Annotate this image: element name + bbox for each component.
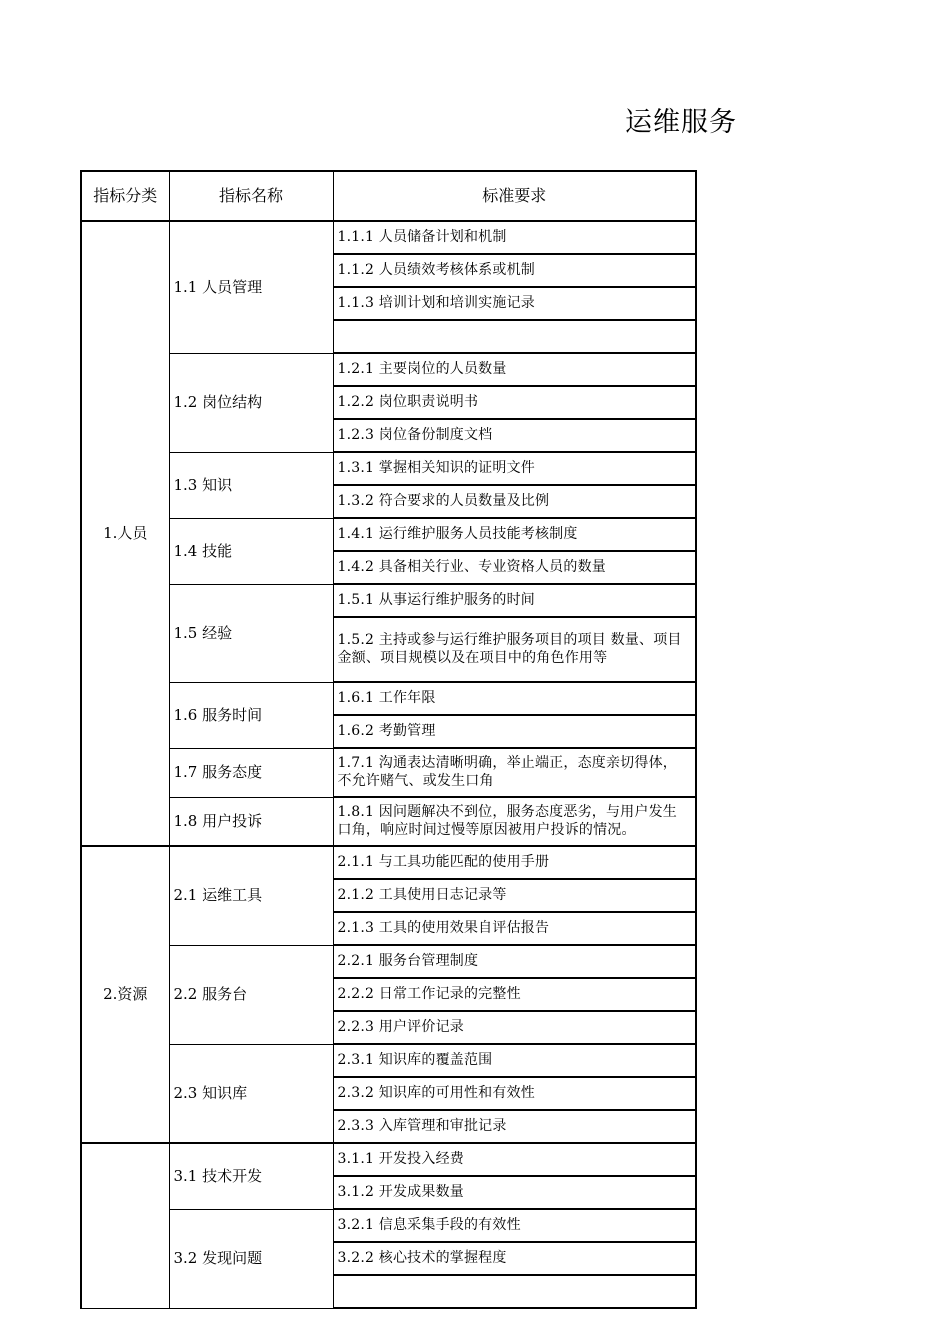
requirement-text: 2.2.3 用户评价记录 <box>337 1018 464 1035</box>
requirement-text: 3.1.1 开发投入经费 <box>337 1150 464 1167</box>
requirement-cell <box>333 617 696 682</box>
requirement-cell <box>333 551 696 584</box>
requirement-cell <box>333 978 696 1011</box>
header-standard-requirement: 标准要求 <box>333 171 696 221</box>
indicator-name-cell: 3.2 发现问题 <box>169 1209 333 1308</box>
indicator-name-cell: 1.5 经验 <box>169 584 333 682</box>
requirement-text: 1.1.1 人员储备计划和机制 <box>337 228 507 245</box>
requirement-text: 3.2.2 核心技术的掌握程度 <box>337 1249 507 1266</box>
table-row <box>81 584 696 617</box>
requirement-text: 1.8.1 因问题解决不到位，服务态度恶劣，与用户发生口角，响应时间过慢等原因被用户投诉的情况。 <box>337 804 677 838</box>
requirement-cell <box>333 1143 696 1176</box>
requirement-cell <box>333 353 696 386</box>
requirement-text: 1.5.2 主持或参与运行维护服务项目的项目 数量、项目金额、项目规模以及在项目中的角色作用等 <box>337 632 682 666</box>
category-cell: 2.资源 <box>81 846 169 1143</box>
table-row <box>81 1209 696 1242</box>
requirement-text: 2.3.3 入库管理和审批记录 <box>337 1117 507 1134</box>
requirement-text: 3.2.1 信息采集手段的有效性 <box>337 1216 521 1233</box>
header-category: 指标分类 <box>81 171 169 221</box>
requirement-text: 2.1.1 与工具功能匹配的使用手册 <box>337 853 550 870</box>
requirement-text: 1.1.3 培训计划和培训实施记录 <box>337 294 535 311</box>
requirement-text: 2.1.2 工具使用日志记录等 <box>337 886 507 903</box>
indicator-name-cell: 1.3 知识 <box>169 452 333 518</box>
requirement-text: 1.4.2 具备相关行业、专业资格人员的数量 <box>337 558 606 575</box>
document-title: 运维服务 <box>625 107 737 138</box>
indicator-name-cell: 1.1 人员管理 <box>169 221 333 353</box>
indicator-name-cell: 1.6 服务时间 <box>169 682 333 748</box>
category-cell <box>81 1143 169 1308</box>
requirement-cell <box>333 584 696 617</box>
table-row <box>81 221 696 254</box>
indicator-name-cell: 2.2 服务台 <box>169 945 333 1044</box>
requirement-text: 1.6.2 考勤管理 <box>337 722 436 739</box>
requirement-text: 2.3.1 知识库的覆盖范围 <box>337 1051 493 1068</box>
header-indicator-name: 指标名称 <box>169 171 333 221</box>
requirement-text: 1.2.2 岗位职责说明书 <box>337 393 479 410</box>
standards-table-frame <box>80 170 695 1268</box>
requirement-cell <box>333 1011 696 1044</box>
requirement-text: 1.2.1 主要岗位的人员数量 <box>337 360 507 377</box>
requirement-text: 1.3.1 掌握相关知识的证明文件 <box>337 459 535 476</box>
requirement-cell <box>333 1242 696 1275</box>
requirement-text: 2.3.2 知识库的可用性和有效性 <box>337 1084 535 1101</box>
requirement-cell <box>333 287 696 320</box>
requirement-text: 1.3.2 符合要求的人员数量及比例 <box>337 492 550 509</box>
indicator-name-cell: 2.1 运维工具 <box>169 846 333 945</box>
requirement-cell <box>333 1077 696 1110</box>
table-row <box>81 846 696 879</box>
requirement-text: 3.1.2 开发成果数量 <box>337 1183 464 1200</box>
indicator-name-cell: 1.8 用户投诉 <box>169 797 333 846</box>
standards-table-body <box>81 171 696 1308</box>
indicator-name-cell: 1.4 技能 <box>169 518 333 584</box>
requirement-cell <box>333 945 696 978</box>
table-row <box>81 748 696 797</box>
requirement-cell <box>333 748 696 797</box>
indicator-name-cell: 3.1 技术开发 <box>169 1143 333 1209</box>
table-row <box>81 682 696 715</box>
table-row <box>81 452 696 485</box>
requirement-cell <box>333 452 696 485</box>
requirement-cell <box>333 1275 696 1308</box>
requirement-cell <box>333 797 696 846</box>
requirement-cell <box>333 518 696 551</box>
requirement-cell <box>333 386 696 419</box>
requirement-cell <box>333 1110 696 1143</box>
requirement-cell <box>333 419 696 452</box>
requirement-text: 1.7.1 沟通表达清晰明确，举止端正，态度亲切得体，不允许赌气、或发生口角 <box>337 755 677 789</box>
table-row <box>81 797 696 846</box>
table-row <box>81 1044 696 1077</box>
indicator-name-cell: 1.2 岗位结构 <box>169 353 333 452</box>
indicator-name-cell: 2.3 知识库 <box>169 1044 333 1143</box>
table-header-row <box>81 171 696 221</box>
requirement-text: 2.1.3 工具的使用效果自评估报告 <box>337 919 550 936</box>
table-row <box>81 1143 696 1176</box>
category-cell: 1.人员 <box>81 221 169 846</box>
requirement-cell <box>333 879 696 912</box>
requirement-cell <box>333 1209 696 1242</box>
standards-table <box>80 170 697 1309</box>
requirement-text: 2.2.1 服务台管理制度 <box>337 952 479 969</box>
requirement-text: 1.6.1 工作年限 <box>337 689 436 706</box>
requirement-cell <box>333 254 696 287</box>
requirement-cell <box>333 1044 696 1077</box>
requirement-text: 1.4.1 运行维护服务人员技能考核制度 <box>337 525 578 542</box>
requirement-text: 1.1.2 人员绩效考核体系或机制 <box>337 261 535 278</box>
requirement-cell <box>333 715 696 748</box>
requirement-cell <box>333 846 696 879</box>
requirement-text: 2.2.2 日常工作记录的完整性 <box>337 985 521 1002</box>
requirement-text: 1.5.1 从事运行维护服务的时间 <box>337 591 535 608</box>
table-row <box>81 945 696 978</box>
requirement-cell <box>333 1176 696 1209</box>
requirement-cell <box>333 912 696 945</box>
requirement-cell <box>333 485 696 518</box>
requirement-cell <box>333 320 696 353</box>
requirement-text: 1.2.3 岗位备份制度文档 <box>337 426 493 443</box>
table-row <box>81 518 696 551</box>
table-row <box>81 353 696 386</box>
requirement-cell <box>333 221 696 254</box>
indicator-name-cell: 1.7 服务态度 <box>169 748 333 797</box>
requirement-cell <box>333 682 696 715</box>
